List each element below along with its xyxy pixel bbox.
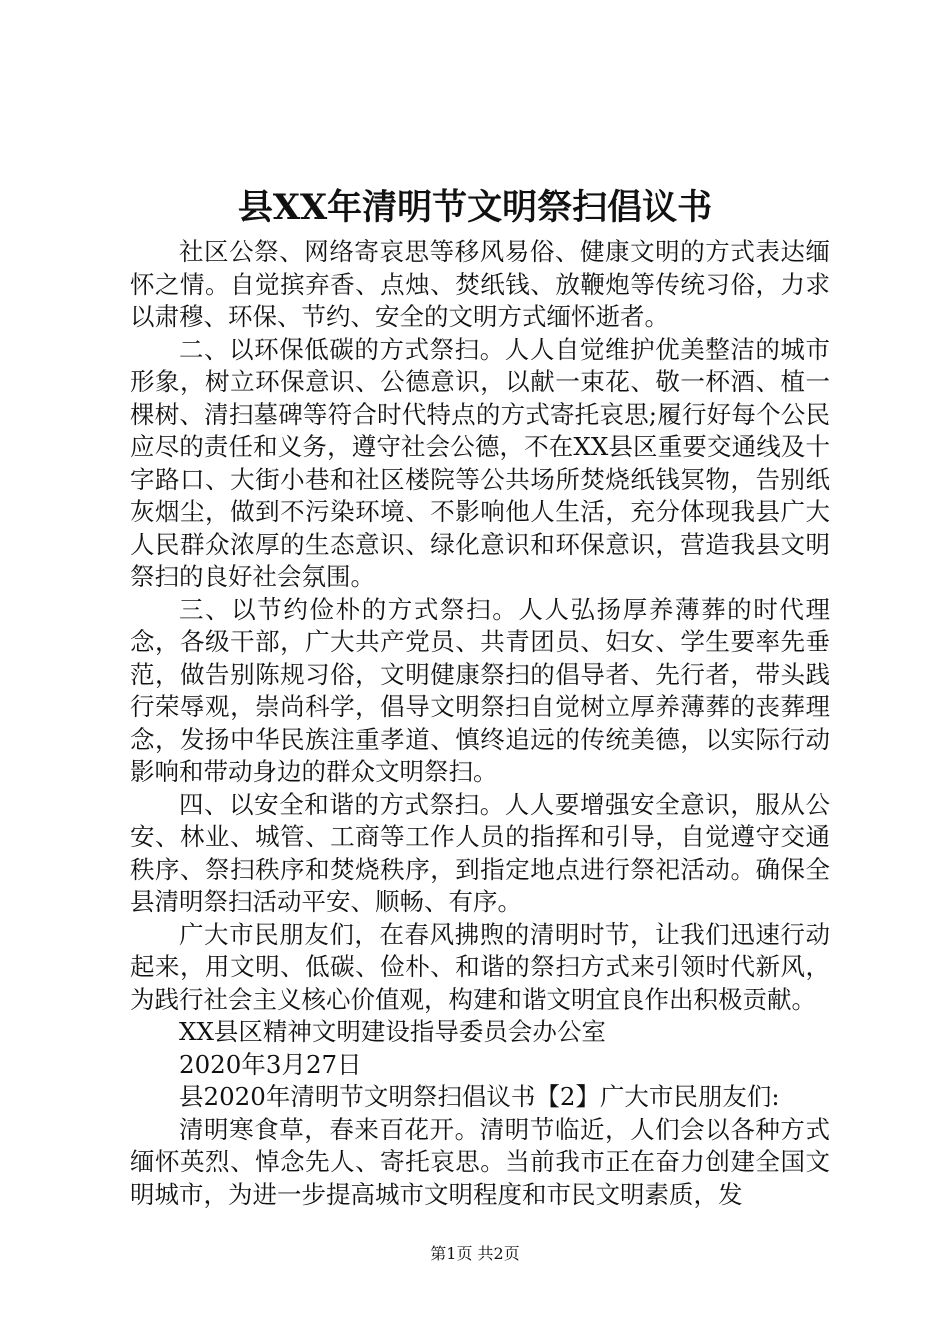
page-number-footer: 第1页 共2页 [430,1244,520,1263]
paragraph-1: 社区公祭、网络寄哀思等移风易俗、健康文明的方式表达缅怀之情。自觉摈弃香、点烛、焚纸钱、放鞭炮等传统习俗，力求以肃穆、环保、节约、安全的文明方式缅怀逝者。 [130,237,830,331]
paragraph-4: 四、以安全和谐的方式祭扫。人人要增强安全意识，服从公安、林业、城管、工商等工作人员的指挥和引导，自觉遵守交通秩序、祭扫秩序和焚烧秩序，到指定地点进行祭祀活动。确保全县清明祭扫活动平安、顺畅、有序。 [130,789,830,916]
date-line: 2020年3月27日 [179,1049,362,1079]
paragraph-5: 广大市民朋友们，在春风拂煦的清明时节，让我们迅速行动起来，用文明、低碳、俭朴、和谐的祭扫方式来引领时代新风，为践行社会主义核心价值观，构建和谐文明宜良作出积极贡献。 [130,919,830,1014]
document-body [130,236,830,1211]
issuer-line: XX县区精神文明建设指导委员会办公室 [179,1017,606,1046]
paragraph-9: 清明寒食草，春来百花开。清明节临近，人们会以各种方式缅怀英烈、悼念先人、寄托哀思。当前我市正在奋力创建全国文明城市，为进一步提高城市文明程度和市民文明素质，发 [130,1114,830,1209]
document-title: 县XX年清明节文明祭扫倡议书 [237,187,713,228]
second-document-heading: 县2020年清明节文明祭扫倡议书【2】广大市民朋友们: [179,1082,780,1111]
paragraph-2: 二、以环保低碳的方式祭扫。人人自觉维护优美整洁的城市形象，树立环保意识、公德意识，以献一束花、敬一杯酒、植一棵树、清扫墓碑等符合时代特点的方式寄托哀思;履行好每个公民应尽的责任和义务，遵守社会公德，不在XX县区重要交通线及十字路口、大街小巷和社区楼院等公共场所焚烧纸钱冥物，告别纸灰烟尘，做到不污染环境、不影响他人生活，充分体现我县广大人民群众浓厚的生态意识、绿化意识和环保意识，营造我县文明祭扫的良好社会氛围。 [130,334,830,591]
paragraph-3: 三、以节约俭朴的方式祭扫。人人弘扬厚养薄葬的时代理念，各级干部，广大共产党员、共青团员、妇女、学生要率先垂范，做告别陈规习俗，文明健康祭扫的倡导者、先行者，带头践行荣辱观，崇尚科学，倡导文明祭扫自觉树立厚养薄葬的丧葬理念，发扬中华民族注重孝道、慎终追远的传统美德，以实际行动影响和带动身边的群众文明祭扫。 [130,594,830,786]
